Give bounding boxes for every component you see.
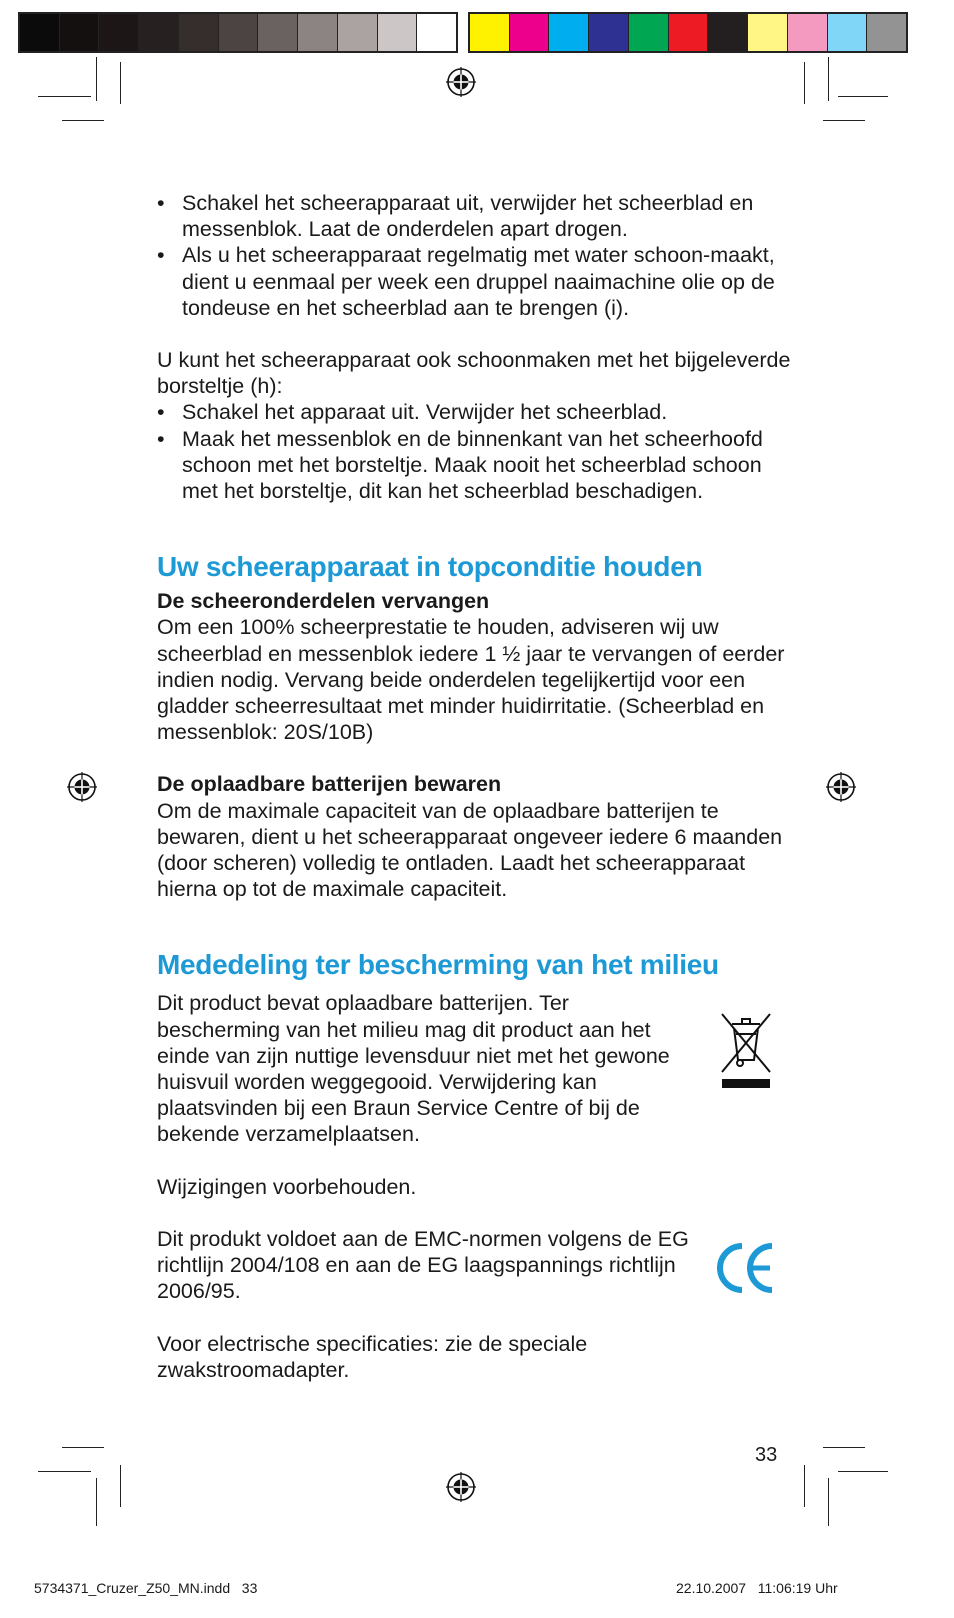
slug-datetime: 22.10.2007 11:06:19 Uhr — [676, 1580, 838, 1596]
color-swatch — [629, 14, 669, 51]
color-swatch — [258, 14, 298, 51]
crop-mark — [828, 57, 829, 101]
crop-mark — [120, 1465, 121, 1507]
crop-mark — [828, 1478, 829, 1526]
list-item: • Maak het messenblok en de binnenkant van het scheerhoofd schoon met het borsteltje. Maak nooit het scheerblad schoon met het borsteltje, dit kan het scheerblad beschadigen. — [157, 426, 797, 505]
color-swatch — [298, 14, 338, 51]
slug-filename: 5734371_Cruzer_Z50_MN.indd 33 — [34, 1580, 258, 1596]
paragraph-milieu: Dit product bevat oplaadbare batterijen. Ter bescherming van het milieu mag dit product aan het einde van zijn nuttige levensduur niet met het gewone huisvuil worden weggegooid. Verwijdering kan plaatsvinden bij een Braun Service Centre of bij de bekende verzamelplaatsen. — [157, 991, 670, 1147]
heading-milieu: Mededeling ter bescherming van het milieu — [157, 949, 719, 981]
list-item: • Schakel het apparaat uit. Verwijder het scheerblad. — [157, 399, 797, 425]
crop-mark — [62, 1447, 104, 1448]
color-swatch — [20, 14, 60, 51]
ce-mark-icon — [716, 1240, 776, 1296]
brush-list — [157, 399, 797, 504]
crop-mark — [804, 62, 805, 104]
registration-mark-icon — [446, 67, 476, 97]
process-color-bar — [468, 12, 908, 53]
crop-mark — [38, 1471, 91, 1472]
crop-mark — [804, 1465, 805, 1507]
color-swatch — [708, 14, 748, 51]
color-swatch — [60, 14, 100, 51]
grayscale-color-bar — [18, 12, 458, 53]
cleaning-list — [157, 190, 797, 321]
registration-mark-icon — [67, 772, 97, 802]
crop-mark — [120, 62, 121, 104]
crop-mark — [38, 96, 91, 97]
subheading-vervangen: De scheeronderdelen vervangen — [157, 589, 490, 614]
color-swatch — [549, 14, 589, 51]
heading-topconditie: Uw scheerapparaat in topconditie houden — [157, 551, 703, 583]
crop-mark — [823, 1447, 865, 1448]
crop-mark — [96, 57, 97, 101]
color-swatch — [219, 14, 259, 51]
paragraph-wijzigingen: Wijzigingen voorbehouden. — [157, 1174, 417, 1199]
paragraph-vervangen: Om een 100% scheerprestatie te houden, adviseren wij uw scheerblad en messenblok iedere 1 ½ jaar te vervangen of eerder indien nodig. Vervang beide onderdelen tegelijkertijd voor een gladder scheerresultaat met minder huidirritatie. (Scheerblad en messenblok: 20S/10B) — [157, 615, 785, 745]
color-swatch — [338, 14, 378, 51]
crop-mark — [823, 120, 865, 121]
registration-mark-icon — [446, 1472, 476, 1502]
color-swatch — [669, 14, 709, 51]
paragraph-specificaties: Voor electrische specificaties: zie de speciale zwakstroomadapter. — [157, 1331, 588, 1382]
page-number: 33 — [755, 1444, 778, 1466]
color-swatch — [748, 14, 788, 51]
color-swatch — [179, 14, 219, 51]
list-item: • Schakel het scheerapparaat uit, verwijder het scheerblad en messenblok. Laat de onderdelen apart drogen. — [157, 190, 797, 242]
weee-crossed-bin-icon — [718, 1010, 774, 1090]
brush-intro: U kunt het scheerapparaat ook schoonmaken met het bijgeleverde borsteltje (h): — [157, 348, 791, 399]
color-swatch — [510, 14, 550, 51]
crop-mark — [838, 96, 888, 97]
paragraph-emc: Dit produkt voldoet aan de EMC-normen volgens de EG richtlijn 2004/108 en aan de EG laagspannings richtlijn 2006/95. — [157, 1226, 689, 1304]
list-item: • Als u het scheerapparaat regelmatig met water schoon-maakt, dient u eenmaal per week een druppel naaimachine olie op de tondeuse en het scheerblad aan te brengen (i). — [157, 242, 797, 321]
color-swatch — [470, 14, 510, 51]
color-swatch — [867, 14, 906, 51]
color-swatch — [788, 14, 828, 51]
paragraph-batterijen: Om de maximale capaciteit van de oplaadbare batterijen te bewaren, dient u het scheerapparaat ongeveer iedere 6 maanden (door scheren) volledig te ontladen. Laadt het scheerapparaat hierna op tot de maximale capaciteit. — [157, 798, 783, 902]
page-content — [157, 190, 797, 1383]
crop-mark — [62, 120, 104, 121]
color-swatch — [139, 14, 179, 51]
crop-mark — [96, 1478, 97, 1526]
color-swatch — [417, 14, 456, 51]
color-swatch — [378, 14, 418, 51]
color-swatch — [828, 14, 868, 51]
crop-mark — [838, 1471, 888, 1472]
subheading-batterijen: De oplaadbare batterijen bewaren — [157, 772, 502, 797]
registration-mark-icon — [826, 772, 856, 802]
color-swatch — [589, 14, 629, 51]
color-swatch — [99, 14, 139, 51]
